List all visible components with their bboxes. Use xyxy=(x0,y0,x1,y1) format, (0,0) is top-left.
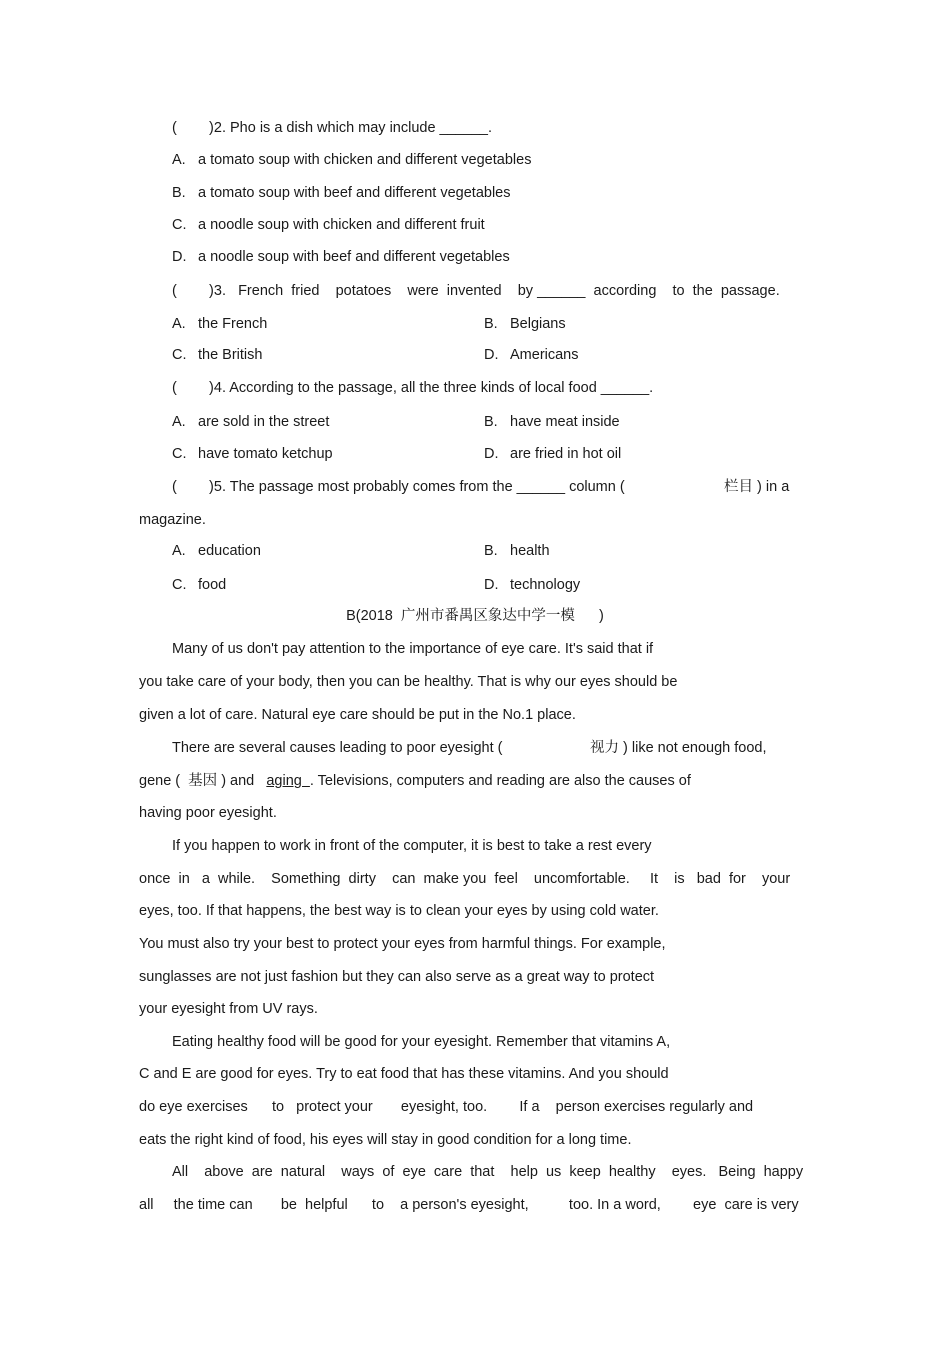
option-text: Belgians xyxy=(510,316,566,332)
passage-line: If you happen to work in front of the computer, it is best to take a rest every xyxy=(172,838,652,854)
option-letter: A. xyxy=(172,414,186,430)
q4-option-d xyxy=(484,445,621,463)
option-letter: C. xyxy=(172,446,187,462)
q3-option-d xyxy=(484,346,579,364)
option-text: a tomato soup with beef and different vegetables xyxy=(198,185,511,201)
q5-option-c xyxy=(172,576,226,594)
option-text: have tomato ketchup xyxy=(198,446,333,462)
option-letter: A. xyxy=(172,316,186,332)
q4-option-a xyxy=(172,413,329,431)
option-letter: D. xyxy=(172,249,187,265)
question-5-stem: ( )5. The passage most probably comes from the ______ column ( xyxy=(172,479,625,495)
passage-line: C and E are good for eyes. Try to eat food that has these vitamins. And you should xyxy=(139,1066,669,1082)
passage-line: There are several causes leading to poor eyesight ( xyxy=(172,740,503,756)
q4-option-b xyxy=(484,413,620,431)
question-5-stem-continued: magazine. xyxy=(139,512,206,528)
option-text: food xyxy=(198,577,227,593)
q2-option-b xyxy=(172,184,511,202)
passage-line: you take care of your body, then you can be healthy. That is why our eyes should be xyxy=(139,674,678,690)
option-letter: A. xyxy=(172,543,186,559)
option-letter: C. xyxy=(172,577,187,593)
q2-option-c xyxy=(172,216,485,234)
option-text: Americans xyxy=(510,347,579,363)
passage-text: gene ( 基因 ) and xyxy=(139,773,267,789)
q3-option-c xyxy=(172,346,262,364)
passage-text: . Televisions, computers and reading are also the causes of xyxy=(309,773,691,789)
option-letter: B. xyxy=(172,185,186,201)
option-letter: D. xyxy=(484,577,499,593)
option-letter: C. xyxy=(172,347,187,363)
option-letter: D. xyxy=(484,347,499,363)
passage-line: sunglasses are not just fashion but they can also serve as a great way to protect xyxy=(139,969,655,985)
q2-option-d xyxy=(172,248,510,266)
passage-line: Many of us don't pay attention to the importance of eye care. It's said that if xyxy=(172,641,654,657)
q5-option-b xyxy=(484,542,550,560)
underlined-word: aging xyxy=(266,773,310,789)
q5-option-d xyxy=(484,576,580,594)
passage-line: all the time can be helpful to a person's eyesight, too. In a word, eye care is very xyxy=(139,1197,799,1213)
option-text: the French xyxy=(198,316,268,332)
question-5-stem-gloss: 栏目 ) in a xyxy=(724,479,790,495)
q3-option-a xyxy=(172,315,267,333)
passage-line: You must also try your best to protect your eyes from harmful things. For example, xyxy=(139,936,666,952)
option-text: health xyxy=(510,543,550,559)
option-letter: D. xyxy=(484,446,499,462)
passage-line: your eyesight from UV rays. xyxy=(139,1001,318,1017)
option-text: education xyxy=(198,543,261,559)
question-4-stem: ( )4. According to the passage, all the three kinds of local food ______. xyxy=(172,380,654,396)
q3-option-b xyxy=(484,315,566,333)
option-letter: C. xyxy=(172,217,187,233)
option-text: a noodle soup with chicken and different fruit xyxy=(198,217,485,233)
question-3-stem: ( )3. French fried potatoes were invented by ______ according to the passage. xyxy=(172,283,780,299)
q2-option-a xyxy=(172,151,531,169)
q5-option-a xyxy=(172,542,261,560)
passage-line: eyes, too. If that happens, the best way is to clean your eyes by using cold water. xyxy=(139,903,659,919)
passage-line: eats the right kind of food, his eyes will stay in good condition for a long time. xyxy=(139,1132,632,1148)
passage-line: once in a while. Something dirty can make you feel uncomfortable. It is bad for your xyxy=(139,871,791,887)
passage-line: All above are natural ways of eye care that help us keep healthy eyes. Being happy xyxy=(172,1164,804,1180)
passage-line-gloss: 视力 ) like not enough food, xyxy=(590,740,767,756)
question-2-stem: ( )2. Pho is a dish which may include ______. xyxy=(172,120,492,136)
passage-line: given a lot of care. Natural eye care should be put in the No.1 place. xyxy=(139,707,576,723)
option-text: are fried in hot oil xyxy=(510,446,622,462)
option-letter: B. xyxy=(484,543,498,559)
option-text: are sold in the street xyxy=(198,414,330,430)
option-text: a tomato soup with chicken and different vegetables xyxy=(198,152,532,168)
passage-line xyxy=(139,772,691,790)
option-letter: B. xyxy=(484,316,498,332)
option-text: technology xyxy=(510,577,581,593)
q4-option-c xyxy=(172,445,333,463)
section-b-heading: B(2018 广州市番禺区象达中学一模 ) xyxy=(346,608,604,624)
option-letter: B. xyxy=(484,414,498,430)
passage-line: having poor eyesight. xyxy=(139,805,277,821)
option-text: have meat inside xyxy=(510,414,620,430)
option-text: a noodle soup with beef and different vegetables xyxy=(198,249,510,265)
passage-line: do eye exercises to protect your eyesight, too. If a person exercises regularly and xyxy=(139,1099,754,1115)
option-letter: A. xyxy=(172,152,186,168)
passage-line: Eating healthy food will be good for your eyesight. Remember that vitamins A, xyxy=(172,1034,671,1050)
option-text: the British xyxy=(198,347,263,363)
